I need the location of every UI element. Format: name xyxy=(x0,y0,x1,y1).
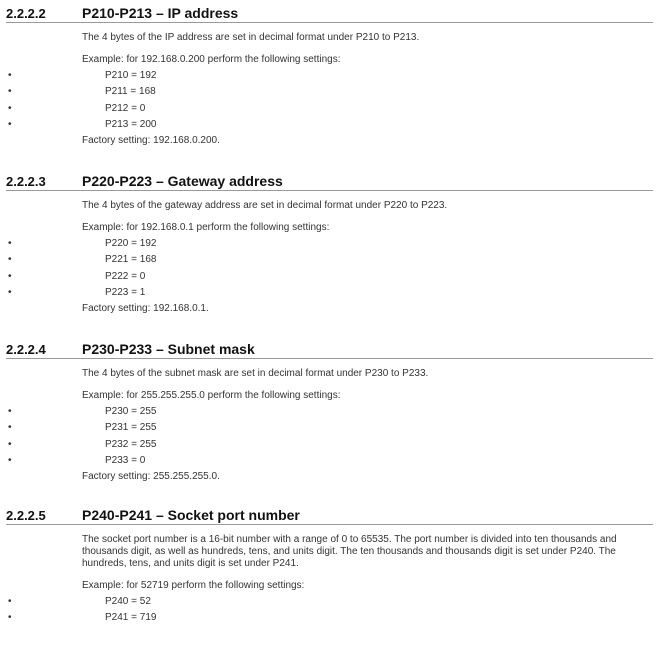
example-text: Example: for 52719 perform the following settings: xyxy=(82,580,305,591)
section-title: P240-P241 – Socket port number xyxy=(82,507,300,523)
settings-list xyxy=(6,236,573,301)
list-item: • P211 = 168 xyxy=(6,84,573,100)
bullet-icon: • xyxy=(8,286,12,298)
section-title: P220-P223 – Gateway address xyxy=(82,173,283,189)
section-number: 2.2.2.3 xyxy=(6,174,46,189)
list-item: • P220 = 192 xyxy=(6,236,573,252)
section-title: P210-P213 – IP address xyxy=(82,5,239,21)
section-ip-address xyxy=(0,4,659,147)
section-heading xyxy=(6,340,653,359)
section-heading xyxy=(6,506,653,525)
list-item: • P240 = 52 xyxy=(6,594,573,610)
list-item: • P223 = 1 xyxy=(6,285,573,301)
bullet-icon: • xyxy=(8,270,12,282)
intro-text: The socket port number is a 16-bit number with a range of 0 to 65535. The port number is divided into ten thousands and thousands digit, as well as hundreds, tens, and units digit. The ten thousands and thousands digit is set under P240. The hundreds, tens, and units digit is set under P241. xyxy=(82,534,617,569)
settings-list xyxy=(6,68,573,133)
bullet-icon: • xyxy=(8,438,12,450)
settings-list xyxy=(6,594,573,627)
bullet-icon: • xyxy=(8,86,12,98)
factory-setting-text: Factory setting: 192.168.0.1. xyxy=(82,303,209,315)
bullet-icon: • xyxy=(8,596,12,607)
list-item: • P232 = 255 xyxy=(6,437,573,453)
list-item: • P241 = 719 xyxy=(6,610,573,626)
section-body xyxy=(8,200,649,315)
bullet-icon: • xyxy=(8,406,12,417)
bullet-icon: • xyxy=(8,422,12,434)
list-item: • P213 = 200 xyxy=(6,117,573,133)
section-body xyxy=(8,32,649,147)
intro-text: The 4 bytes of the subnet mask are set in decimal format under P230 to P233. xyxy=(82,368,429,379)
section-heading xyxy=(6,172,653,191)
section-number: 2.2.2.4 xyxy=(6,342,46,357)
list-item: • P222 = 0 xyxy=(6,269,573,285)
bullet-icon: • xyxy=(8,70,12,81)
list-item: • P212 = 0 xyxy=(6,101,573,117)
bullet-icon: • xyxy=(8,612,12,624)
example-text: Example: for 192.168.0.1 perform the following settings: xyxy=(82,222,330,233)
section-number: 2.2.2.2 xyxy=(6,6,46,21)
section-body xyxy=(8,534,649,627)
section-gateway-address xyxy=(0,172,659,315)
example-text: Example: for 192.168.0.200 perform the following settings: xyxy=(82,54,341,65)
section-heading xyxy=(6,4,653,23)
intro-text: The 4 bytes of the gateway address are set in decimal format under P220 to P223. xyxy=(82,200,448,211)
list-item: • P210 = 192 xyxy=(6,68,573,84)
section-body xyxy=(8,368,649,483)
list-item: • P233 = 0 xyxy=(6,453,573,469)
intro-text: The 4 bytes of the IP address are set in decimal format under P210 to P213. xyxy=(82,32,420,43)
section-number: 2.2.2.5 xyxy=(6,508,46,523)
bullet-icon: • xyxy=(8,238,12,249)
list-item: • P221 = 168 xyxy=(6,252,573,268)
list-item: • P230 = 255 xyxy=(6,404,573,420)
factory-setting-text: Factory setting: 255.255.255.0. xyxy=(82,471,220,483)
example-text: Example: for 255.255.255.0 perform the following settings: xyxy=(82,390,341,401)
bullet-icon: • xyxy=(8,254,12,266)
factory-setting-text: Factory setting: 192.168.0.200. xyxy=(82,135,220,147)
section-socket-port-number xyxy=(0,506,659,627)
section-subnet-mask xyxy=(0,340,659,483)
bullet-icon: • xyxy=(8,102,12,114)
list-item: • P231 = 255 xyxy=(6,420,573,436)
section-title: P230-P233 – Subnet mask xyxy=(82,341,255,357)
bullet-icon: • xyxy=(8,454,12,466)
settings-list xyxy=(6,404,573,469)
bullet-icon: • xyxy=(8,118,12,130)
